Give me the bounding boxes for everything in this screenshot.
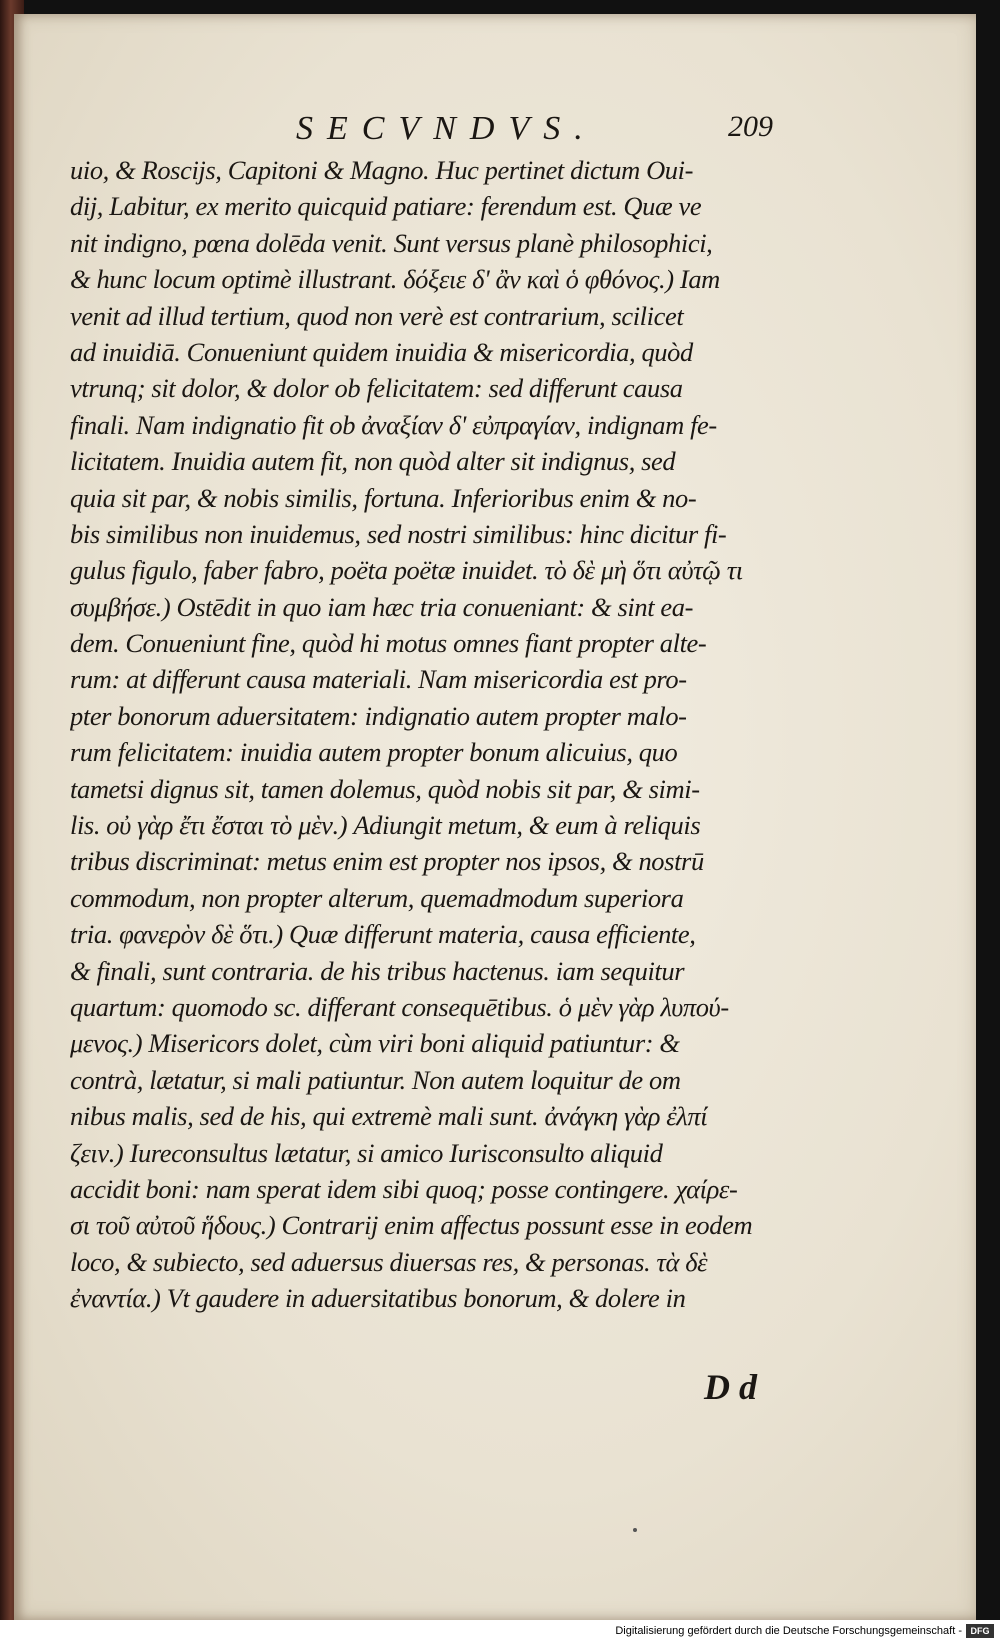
text-line: lis. οὐ γὰρ ἔτι ἔσται τὸ μὲν.) Adiungit metum, & eum à reliquis [70, 810, 701, 841]
text-line: contrà, lætatur, si mali patiuntur. Non autem loquitur de om [70, 1064, 681, 1095]
text-line: quartum: quomodo sc. differant consequētibus. ὁ μὲν γὰρ λυπού- [70, 991, 729, 1022]
text-line: ad inuidiā. Conueniunt quidem inuidia & misericordia, quòd [70, 336, 693, 367]
text-line: rum: at differunt causa materiali. Nam misericordia est pro- [70, 664, 687, 695]
text-line: μενος.) Misericors dolet, cùm viri boni aliquid patiuntur: & [70, 1028, 680, 1059]
text-line: rum felicitatem: inuidia autem propter bonum alicuius, quo [70, 737, 678, 768]
text-line: tametsi dignus sit, tamen dolemus, quòd nobis sit par, & simi- [70, 773, 700, 804]
page-number: 209 [728, 110, 773, 143]
text-body [70, 152, 810, 1317]
footer-credit: Digitalisierung gefördert durch die Deutsche Forschungsgemeinschaft - [615, 1625, 962, 1637]
text-line: & hunc locum optimè illustrant. δόξειε δ' ἂν καὶ ὁ φθόνος.) Iam [70, 264, 720, 295]
text-line: nibus malis, sed de his, qui extremè mali sunt. ἀνάγκη γὰρ ἐλπί [70, 1101, 708, 1132]
text-line: vtrunq; sit dolor, & dolor ob felicitatem: sed differunt causa [70, 373, 683, 404]
text-line: dij, Labitur, ex merito quicquid patiare: ferendum est. Quæ ve [70, 191, 702, 222]
dfg-logo-icon: DFG [966, 1624, 994, 1638]
text-line: ζειν.) Iureconsultus lætatur, si amico Iurisconsulto aliquid [70, 1137, 663, 1168]
book-page [14, 14, 976, 1620]
running-head: SECVNDVS. [296, 110, 597, 147]
text-line: tria. φανερὸν δὲ ὅτι.) Quæ differunt materia, causa efficiente, [70, 919, 696, 950]
text-line: pter bonorum aduersitatem: indignatio autem propter malo- [70, 700, 687, 731]
text-line: συμβήσε.) Ostēdit in quo iam hæc tria conueniant: & sint ea- [70, 591, 694, 622]
text-line: tribus discriminat: metus enim est propter nos ipsos, & nostrū [70, 846, 704, 877]
text-line: quia sit par, & nobis similis, fortuna. Inferioribus enim & no- [70, 482, 697, 513]
text-line: commodum, non propter alterum, quemadmodum superiora [70, 882, 684, 913]
ink-speck [633, 1528, 637, 1532]
text-line: gulus figulo, faber fabro, poëta poëtæ inuidet. τὸ δὲ μὴ ὅτι αὐτῷ τι [70, 555, 743, 586]
text-line: & finali, sunt contraria. de his tribus hactenus. iam sequitur [70, 955, 685, 986]
text-line: ἐναντία.) Vt gaudere in aduersitatibus bonorum, & dolere in [70, 1283, 686, 1314]
text-line: bis similibus non inuidemus, sed nostri similibus: hinc dicitur fi- [70, 518, 727, 549]
footer-bar [0, 1620, 1000, 1645]
text-line: licitatem. Inuidia autem fit, non quòd alter sit indignus, sed [70, 446, 676, 477]
text-line: venit ad illud tertium, quod non verè est contrarium, scilicet [70, 300, 684, 331]
text-line: uio, & Rosciјs, Capitoni & Magno. Huc pertinet dictum Oui- [70, 155, 694, 185]
text-line: accidit boni: nam sperat idem sibi quoq; posse contingere. χαίρε- [70, 1173, 738, 1204]
text-line: loco, & subiecto, sed aduersus diuersas res, & personas. τὰ δὲ [70, 1246, 708, 1277]
text-line: σι τοῦ αὐτοῦ ἥδους.) Contrarij enim affectus possunt esse in eodem [70, 1210, 753, 1241]
text-line: finali. Nam indignatio fit ob ἀναξίαν δ' εὐπραγίαν, indignam fe- [70, 409, 717, 440]
text-line: nit indigno, pœna dolēda venit. Sunt versus planè philosophici, [70, 227, 713, 258]
signature-mark: D d [704, 1367, 757, 1407]
text-line: dem. Conueniunt fine, quòd hi motus omnes fiant propter alte- [70, 628, 707, 659]
